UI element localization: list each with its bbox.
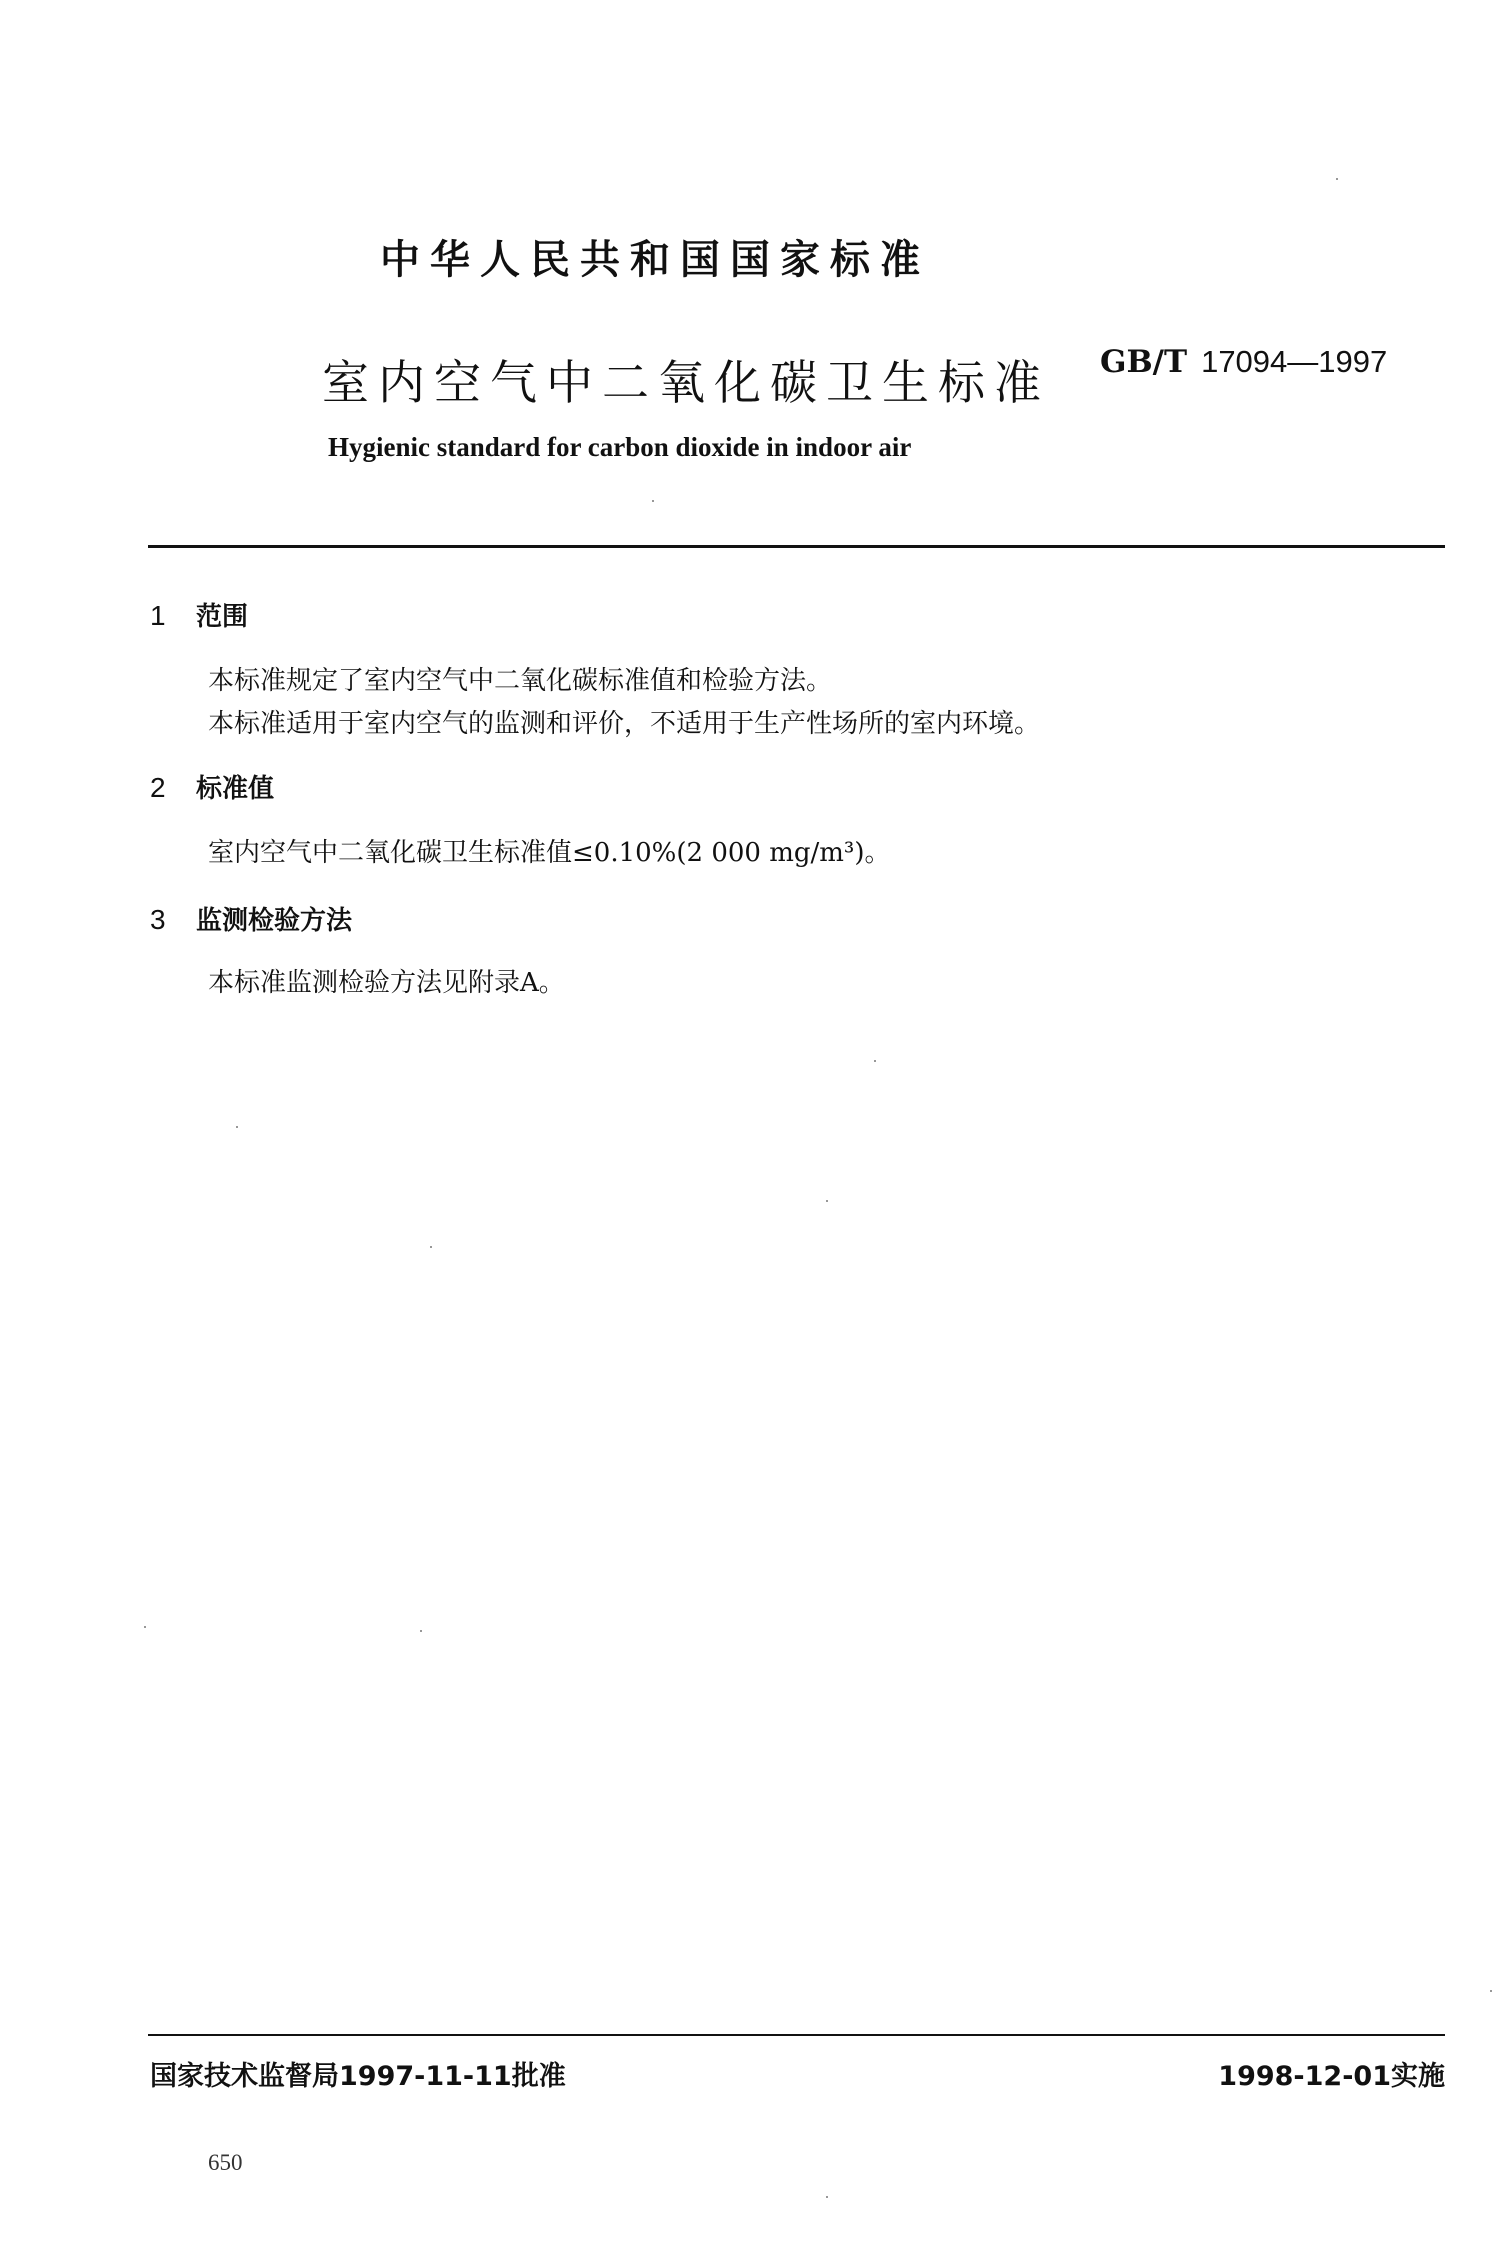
issuing-authority-title: 中华人民共和国国家标准 <box>380 237 930 283</box>
section-title: 标准值 <box>196 774 275 804</box>
scan-speck <box>430 1246 432 1248</box>
effective-date-statement: 1998-12-01实施 <box>1218 2061 1445 2092</box>
approval-statement: 国家技术监督局1997-11-11批准 <box>150 2061 566 2092</box>
section-title: 范围 <box>196 602 249 632</box>
scan-speck <box>236 1126 238 1128</box>
page-number: 650 <box>208 2150 243 2175</box>
header-rule <box>148 545 1445 548</box>
scan-speck <box>826 1200 828 1202</box>
scan-speck <box>652 500 654 502</box>
section-paragraph: 本标准规定了室内空气中二氧化碳标准值和检验方法。 <box>208 666 833 696</box>
section-paragraph: 本标准适用于室内空气的监测和评价，不适用于生产性场所的室内环境。 <box>208 709 1041 739</box>
section-paragraph: 本标准监测检验方法见附录A。 <box>208 968 565 998</box>
section-heading-scope <box>150 596 248 633</box>
scan-speck <box>144 1626 146 1628</box>
section-number: 1 <box>150 600 166 631</box>
section-number: 2 <box>150 772 166 803</box>
scan-speck <box>874 1060 876 1062</box>
section-number: 3 <box>150 904 166 935</box>
section-paragraph: 室内空气中二氧化碳卫生标准值≤0.10%(2 000 mg/m³)。 <box>208 838 891 868</box>
standard-title-en: Hygienic standard for carbon dioxide in indoor air <box>328 432 912 462</box>
scan-speck <box>1336 178 1338 180</box>
footer-rule <box>148 2034 1445 2036</box>
standard-code-number: 17094—1997 <box>1201 344 1388 379</box>
scan-speck <box>1490 1990 1492 1992</box>
standard-code-prefix: GB/T <box>1100 344 1188 380</box>
scan-speck <box>826 2196 828 2198</box>
section-heading-standard-value <box>150 768 274 805</box>
scan-speck <box>420 1630 422 1632</box>
section-heading-test-method <box>150 900 352 937</box>
standard-code <box>1100 344 1387 380</box>
section-title: 监测检验方法 <box>196 906 353 936</box>
standard-title-zh: 室内空气中二氧化碳卫生标准 <box>322 356 1050 411</box>
